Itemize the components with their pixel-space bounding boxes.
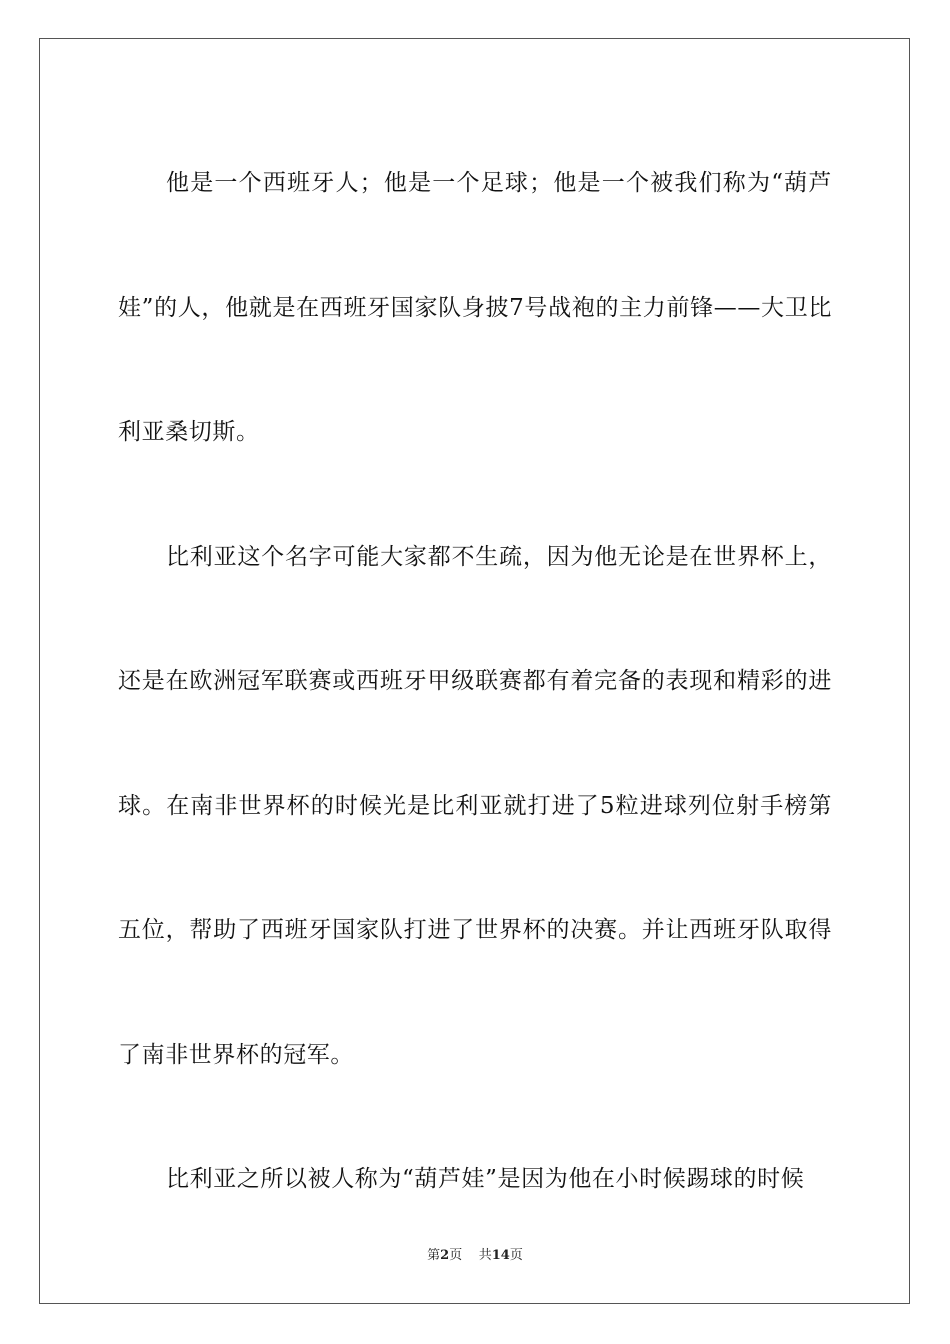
paragraph-2: 比利亚这个名字可能大家都不生疏，因为他无论是在世界杯上，还是在欧洲冠军联赛或西班牙甲级联赛都有着完备的表现和精彩的进球。在南非世界杯的时候光是比利亚就打进了5粒进球列位射手榜第五位，帮助了西班牙国家队打进了世界杯的决赛。并让西班牙队取得了南非世界杯的冠军。	[118, 543, 832, 1068]
paragraph-1: 他是一个西班牙人；他是一个足球；他是一个被我们称为“葫芦娃”的人，他就是在西班牙国家队身披7号战袍的主力前锋——大卫比利亚桑切斯。	[118, 170, 832, 445]
total-pages: 14	[491, 1248, 510, 1263]
total-prefix: 共	[478, 1248, 492, 1263]
page-prefix: 第	[427, 1248, 441, 1263]
total-suffix: 页	[509, 1248, 523, 1263]
page-suffix: 页	[449, 1248, 463, 1263]
paragraph-3: 比利亚之所以被人称为“葫芦娃”是因为他在小时候踢球的时候	[166, 1166, 805, 1192]
page-footer	[0, 1248, 950, 1264]
document-body	[118, 121, 832, 1242]
page-number: 2	[440, 1248, 450, 1263]
